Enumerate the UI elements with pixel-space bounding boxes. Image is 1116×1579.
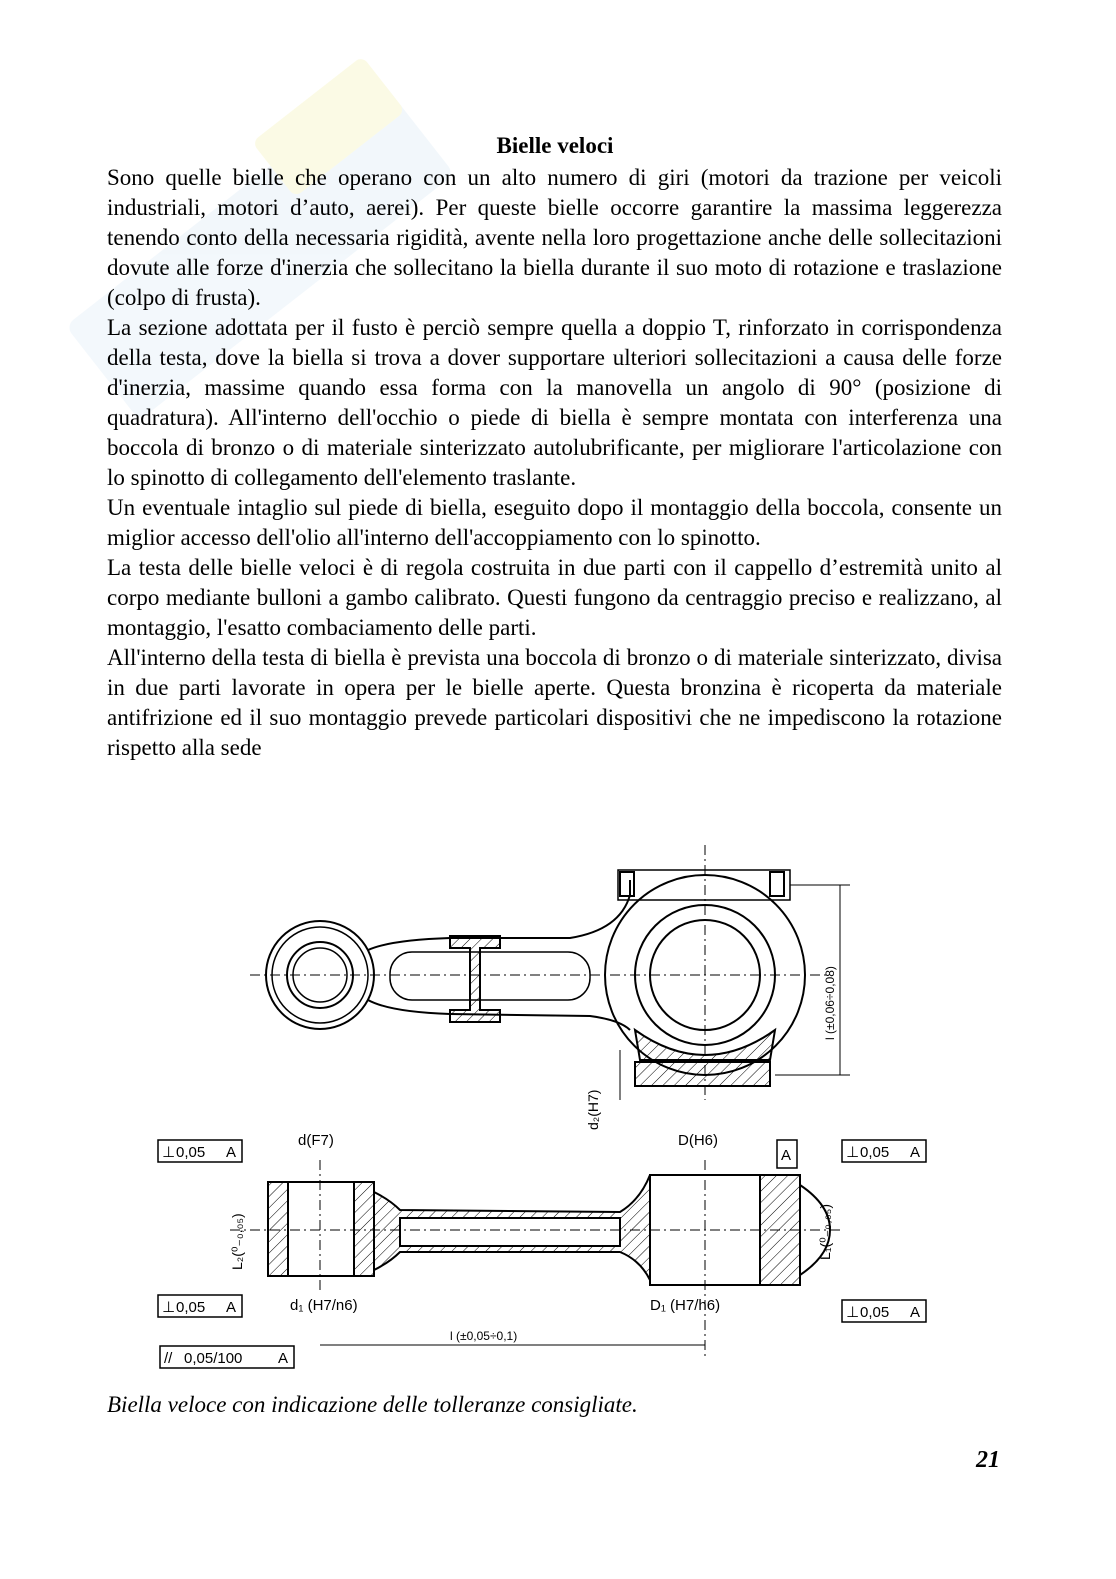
top-view (250, 845, 850, 1100)
dim-d1: d₁ (H7/n6) (290, 1297, 358, 1314)
dim-l1: L₁(⁰₋₀,₀₅) (817, 1204, 833, 1260)
dim-d-f7: d(F7) (298, 1132, 334, 1149)
perp-symbol: ⊥ (162, 1144, 176, 1161)
side-view (230, 1160, 840, 1360)
paragraph: All'interno della testa di biella è prevista una boccola di bronzo o di materiale sinterizzato, divisa in due parti lavorate in opera per le bielle aperte. Questa bronzina è ricoperta da materiale antifrizione ed il suo montaggio prevede particolari dispositivi che ne impediscono la rotazione rispetto alla sede (107, 645, 1002, 760)
datum-label: A (226, 1299, 237, 1316)
dim-tolerance-top: l (±0,06÷0,08) (823, 966, 837, 1040)
parallel-value: 0,05/100 (184, 1350, 243, 1367)
figure-caption: Biella veloce con indicazione delle tolleranze consigliate. (107, 1392, 638, 1417)
perp-symbol: ⊥ (162, 1299, 176, 1316)
perp-value: 0,05 (860, 1304, 890, 1321)
dim-l2: L₂(⁰₋₀,₀₅) (229, 1213, 245, 1270)
datum-label: A (781, 1147, 792, 1164)
dim-D-h6: D(H6) (678, 1132, 718, 1149)
datum-label: A (910, 1144, 921, 1161)
body-text (107, 163, 1002, 763)
datum-label: A (226, 1144, 237, 1161)
perp-symbol: ⊥ (846, 1304, 860, 1321)
datum-label: A (910, 1304, 921, 1321)
datum-label: A (278, 1350, 289, 1367)
parallel-symbol: // (164, 1350, 173, 1367)
dim-d2: d₂(H7) (585, 1089, 601, 1130)
section-title: Bielle veloci (496, 133, 614, 158)
perp-value: 0,05 (176, 1299, 206, 1316)
paragraph: Un eventuale intaglio sul piede di biella, eseguito dopo il montaggio della boccola, consente un miglior accesso dell'olio all'interno dell'accoppiamento con lo spinotto. (107, 495, 1002, 550)
perp-value: 0,05 (176, 1144, 206, 1161)
paragraph: Sono quelle bielle che operano con un alto numero di giri (motori da trazione per veicoli industriali, motori d’auto, aerei). Per queste bielle occorre garantire la massima leggerezza tenendo conto della necessaria rigidità, avente nella loro progettazione anche delle sollecitazioni dovute alle forze d'inerzia che sollecitano la biella durante il suo moto di rotazione e traslazione (colpo di frusta). (107, 165, 1002, 310)
dim-D1: D₁ (H7/h6) (650, 1297, 721, 1314)
perp-value: 0,05 (860, 1144, 890, 1161)
page-number: 21 (976, 1447, 1000, 1473)
dim-length: l (±0,05÷0,1) (450, 1329, 518, 1343)
perp-symbol: ⊥ (846, 1144, 860, 1161)
paragraph: La sezione adottata per il fusto è perciò sempre quella a doppio T, rinforzato in corrispondenza della testa, dove la biella si trova a dover supportare ulteriori sollecitazioni a causa delle forze d'inerzia, massime quando essa forma con la manovella un angolo di 90° (posizione di quadratura). All'interno dell'occhio o piede di biella è sempre montata con interferenza una boccola di bronzo o di materiale sinterizzato autolubrificante, per migliorare l'articolazione con lo spinotto di collegamento dell'elemento traslante. (107, 315, 1002, 490)
paragraph: La testa delle bielle veloci è di regola costruita in due parti con il cappello d’estremità unito al corpo mediante bulloni a gambo calibrato. Questi fungono da centraggio preciso e realizzano, al montaggio, l'esatto combaciamento delle parti. (107, 555, 1002, 640)
connecting-rod-drawing (150, 840, 940, 1370)
